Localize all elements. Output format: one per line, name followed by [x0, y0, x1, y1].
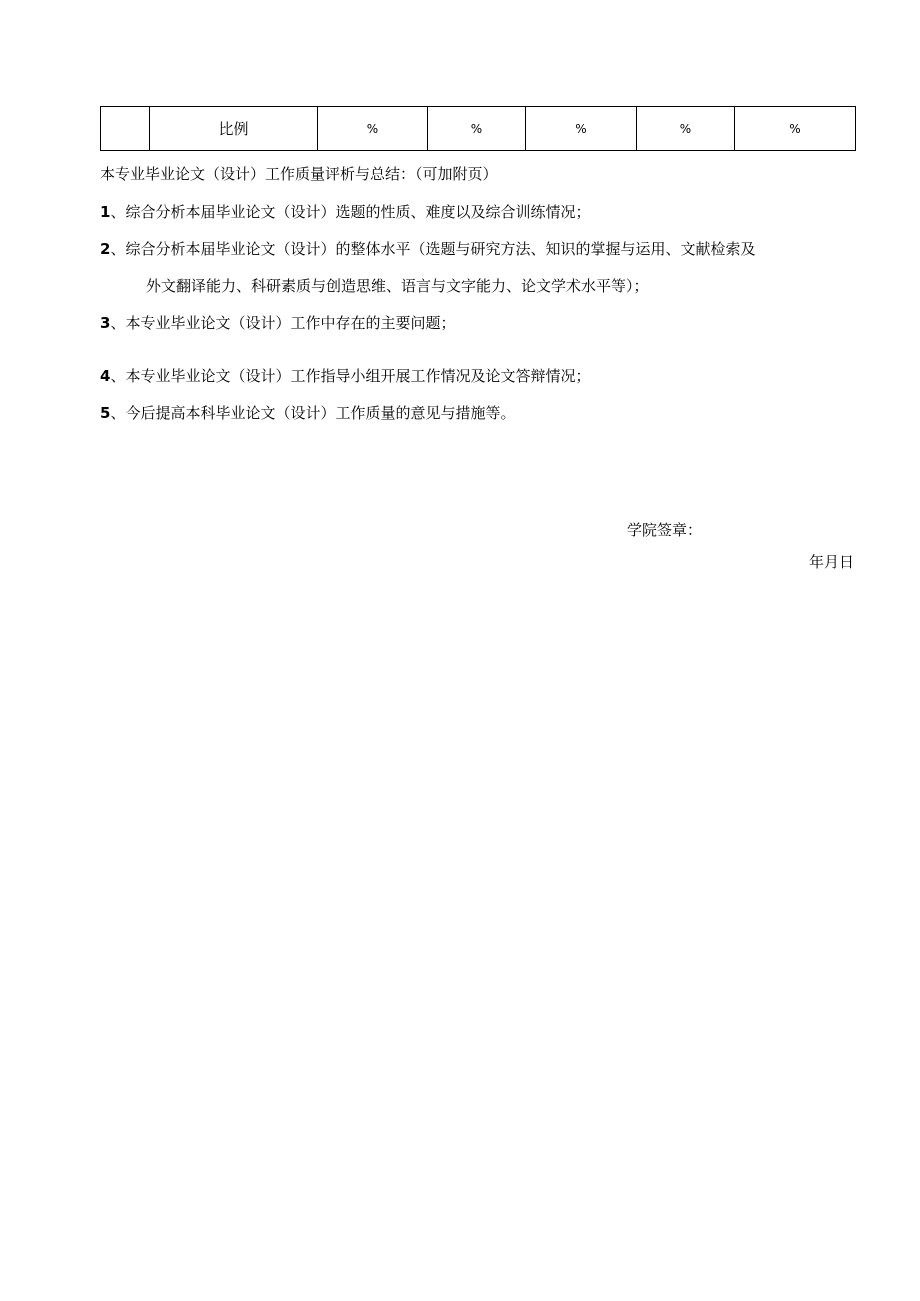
percent-cell: %: [526, 107, 637, 151]
signature-label: 学院签章：: [627, 521, 703, 539]
item-text: 、本专业毕业论文（设计）工作指导小组开展工作情况及论文答辩情况；: [110, 367, 591, 385]
signature-date: 年月日: [808, 553, 854, 571]
percent-cell: %: [735, 107, 856, 151]
item-number: 1: [100, 203, 111, 221]
list-item-continuation: 外文翻译能力、科研素质与创造思维、语言与文字能力、论文学术水平等）；: [146, 277, 649, 295]
ratio-label-cell: 比例: [150, 107, 318, 151]
item-text: 、综合分析本届毕业论文（设计）的整体水平（选题与研究方法、知识的掌握与运用、文献检索及: [110, 240, 756, 258]
item-text: 、本专业毕业论文（设计）工作中存在的主要问题；: [110, 314, 456, 332]
percent-cell: %: [318, 107, 428, 151]
percent-cell: %: [428, 107, 526, 151]
item-text: 、今后提高本科毕业论文（设计）工作质量的意见与措施等。: [110, 404, 516, 422]
list-item: [100, 239, 755, 259]
summary-heading: 本专业毕业论文（设计）工作质量评析与总结：（可加附页）: [100, 165, 498, 183]
ratio-table: [100, 106, 856, 151]
list-item: [100, 313, 455, 333]
list-item: [100, 403, 515, 423]
item-number: 3: [100, 314, 111, 332]
item-number: 5: [100, 404, 111, 422]
list-item: [100, 366, 590, 386]
table-row: [101, 107, 856, 151]
item-number: 2: [100, 240, 111, 258]
percent-cell: %: [637, 107, 735, 151]
item-text: 、综合分析本届毕业论文（设计）选题的性质、难度以及综合训练情况；: [110, 203, 591, 221]
empty-cell: [101, 107, 150, 151]
list-item: [100, 202, 590, 222]
item-number: 4: [100, 367, 111, 385]
